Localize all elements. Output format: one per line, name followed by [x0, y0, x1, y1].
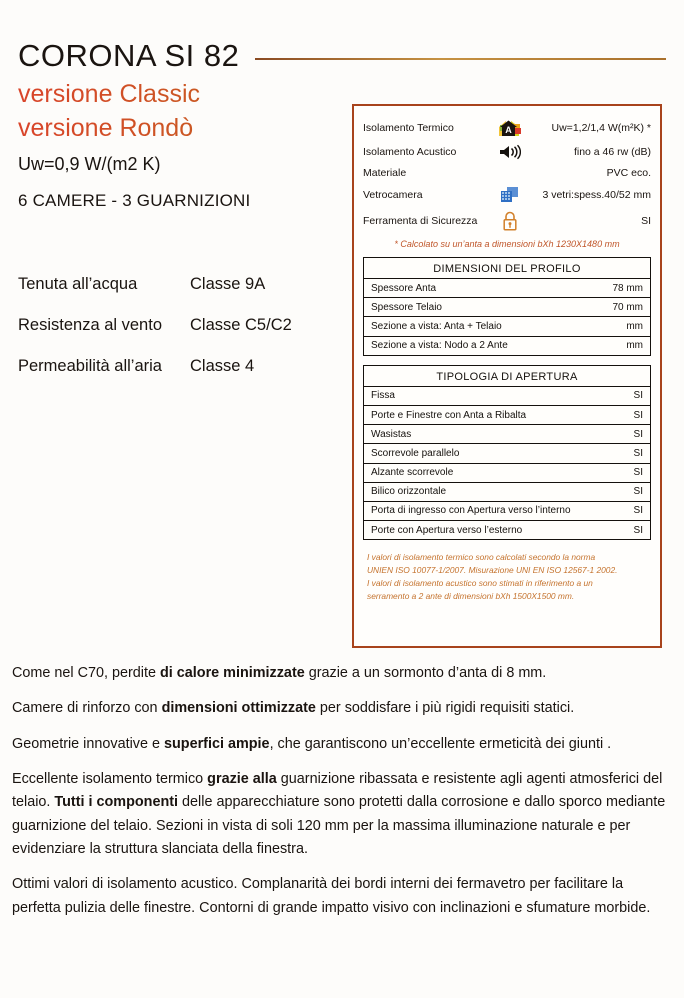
- table-row: [363, 163, 651, 182]
- opening-types-title: TIPOLOGIA DI APERTURA: [436, 370, 578, 383]
- table-row: [364, 405, 650, 424]
- profile-dimensions-title: DIMENSIONI DEL PROFILO: [433, 263, 581, 275]
- dimension-label: Sezione a vista: Anta + Telaio: [364, 317, 585, 336]
- table-row: [363, 140, 651, 163]
- paragraph: [12, 768, 672, 861]
- text-run: Come nel C70, perdite: [12, 665, 160, 681]
- energy-label-icon: [499, 120, 521, 137]
- text-run: guarnizione ribassata e resistente agli agenti atmosferici del telaio.: [12, 770, 663, 811]
- dimension-label: Sezione a vista: Nodo a 2 Ante: [364, 336, 585, 355]
- opening-value: SI: [622, 405, 650, 424]
- table-row: [364, 482, 650, 501]
- spec-value: SI: [641, 214, 651, 227]
- text-run: , che garantiscono un’eccellente ermeticità dei giunti .: [269, 735, 612, 752]
- chambers-value: 6 CAMERE - 3 GUARNIZIONI: [18, 191, 251, 210]
- table-row: [364, 521, 650, 540]
- opening-label: Porte e Finestre con Anta a Ribalta: [364, 405, 622, 424]
- spec-icon-cell: [490, 116, 530, 140]
- subtitle-classic: versione Classic: [18, 80, 666, 108]
- opening-value: SI: [622, 425, 650, 444]
- dimension-value: 78 mm: [585, 279, 650, 298]
- text-run: Ottimi valori di isolamento acustico. Complanarità dei bordi interni dei fermavetro per facilitare la perfetta pulizia delle finestre. Contorni di grande impatto visivo con inclinazioni e sfumature morbide.: [12, 876, 651, 916]
- table-row: [364, 279, 650, 298]
- note-line: I valori di isolamento termico sono calcolati secondo la norma: [367, 552, 596, 563]
- spec-icon-cell: [490, 140, 530, 163]
- table-row: [363, 116, 651, 140]
- dimension-label: Spessore Anta: [364, 279, 585, 298]
- opening-value: SI: [622, 521, 650, 540]
- text-run-bold: superfici ampie: [163, 735, 270, 752]
- table-row: [364, 298, 650, 317]
- profile-dimensions-table: [364, 278, 650, 355]
- opening-label: Wasistas: [364, 425, 622, 444]
- classification-value: Classe 4: [190, 357, 255, 375]
- spec-icon-cell: [490, 163, 530, 182]
- text-run: Camere di rinforzo con: [12, 700, 162, 717]
- classification-value: Classe C5/C2: [190, 316, 292, 334]
- text-run: Geometrie innovative e: [12, 735, 164, 752]
- page-title: CORONA SI 82: [18, 38, 240, 73]
- header-rule: [255, 58, 666, 60]
- feature-box: [352, 104, 662, 648]
- description-text: [12, 662, 672, 932]
- table-row: [364, 317, 650, 336]
- classification-row: [18, 275, 328, 294]
- svg-text:A: A: [505, 124, 512, 135]
- spec-label: Isolamento Termico: [363, 122, 454, 134]
- opening-label: Porte con Apertura verso l’esterno: [364, 521, 622, 540]
- text-run-bold: grazie alla: [207, 770, 277, 787]
- dimension-value: 70 mm: [585, 298, 650, 317]
- paragraph: [12, 873, 672, 920]
- table-row: [363, 182, 651, 207]
- title-row: [18, 38, 666, 74]
- opening-label: Scorrevole parallelo: [364, 444, 622, 463]
- paragraph: [12, 733, 672, 756]
- spec-icon-cell: [490, 207, 530, 234]
- table-row: [364, 425, 650, 444]
- opening-value: SI: [622, 463, 650, 482]
- subtitle-rondo: versione Rondò: [18, 114, 666, 142]
- text-run: per soddisfare i più rigidi requisiti statici.: [315, 700, 575, 717]
- spec-label: Vetrocamera: [363, 188, 423, 201]
- classification-value: Classe 9A: [190, 275, 266, 293]
- table-row: [364, 444, 650, 463]
- spec-label: Isolamento Acustico: [363, 145, 457, 158]
- classification-row: [18, 316, 328, 335]
- paragraph: [12, 662, 672, 685]
- classification-list: [18, 275, 328, 398]
- paragraph: [12, 697, 672, 720]
- opening-types-table: [364, 386, 650, 540]
- spec-value: PVC eco.: [606, 166, 651, 179]
- opening-label: Porta di ingresso con Apertura verso l’interno: [364, 501, 622, 520]
- dimension-label: Spessore Telaio: [364, 298, 585, 317]
- classification-label: Resistenza al vento: [18, 316, 162, 334]
- dimension-value: mm: [585, 336, 650, 355]
- text-run: Eccellente isolamento termico: [12, 770, 208, 787]
- opening-types-box: [363, 365, 651, 541]
- note-line: serramento a 2 ante di dimensioni bXh 1500X1500 mm.: [367, 591, 575, 602]
- classification-label: Permeabilità all’aria: [18, 357, 162, 375]
- text-run: grazie a un sormonto d’anta di 8 mm.: [304, 665, 547, 681]
- padlock-icon: [502, 211, 518, 231]
- text-run-bold: dimensioni ottimizzate: [161, 700, 316, 717]
- dimension-value: mm: [585, 317, 650, 336]
- opening-value: SI: [622, 482, 650, 501]
- table-row: [363, 207, 651, 234]
- spec-label: Materiale: [363, 166, 407, 179]
- spec-label: Ferramenta di Sicurezza: [363, 214, 478, 227]
- speaker-icon: [499, 144, 521, 160]
- spec-value: Uw=1,2/1,4 W(m²K) *: [551, 122, 651, 134]
- opening-value: SI: [622, 444, 650, 463]
- table-row: [364, 501, 650, 520]
- text-run-bold: di calore minimizzate: [159, 665, 305, 681]
- opening-value: SI: [622, 386, 650, 405]
- profile-dimensions-box: [363, 257, 651, 356]
- uw-value: Uw=0,9 W/(m2 K): [18, 154, 161, 174]
- opening-value: SI: [622, 501, 650, 520]
- classification-label: Tenuta all’acqua: [18, 275, 138, 293]
- spec-value: fino a 46 rw (dB): [573, 145, 651, 158]
- spec-value: 3 vetri:spess.40/52 mm: [542, 188, 651, 201]
- table-row: [364, 386, 650, 405]
- text-run-bold: Tutti i componenti: [54, 794, 179, 811]
- table-row: [364, 463, 650, 482]
- table-row: [364, 336, 650, 355]
- spec-icon-cell: [490, 182, 530, 207]
- standards-notes: [363, 549, 651, 603]
- glass-panes-icon: [500, 186, 520, 204]
- opening-label: Alzante scorrevole: [364, 463, 622, 482]
- note-line: I valori di isolamento acustico sono stimati in riferimento a un: [367, 578, 593, 589]
- opening-label: Fissa: [364, 386, 622, 405]
- text-run: delle apparecchiature sono protetti dalla corrosione e dallo sporco mediante guarnizione del telaio. Sezioni in vista di soli 120 mm per la massima illuminazione naturale e per evidenziare la struttura slanciata della finestra.: [12, 794, 666, 857]
- note-line: UNIEN ISO 10077-1/2007. Misurazione UNI EN ISO 12567-1 2002.: [367, 565, 618, 576]
- spec-footnote: * Calcolato su un’anta a dimensioni bXh 1230X1480 mm: [394, 239, 620, 249]
- spec-table: [363, 116, 651, 234]
- classification-row: [18, 357, 328, 376]
- opening-label: Bilico orizzontale: [364, 482, 622, 501]
